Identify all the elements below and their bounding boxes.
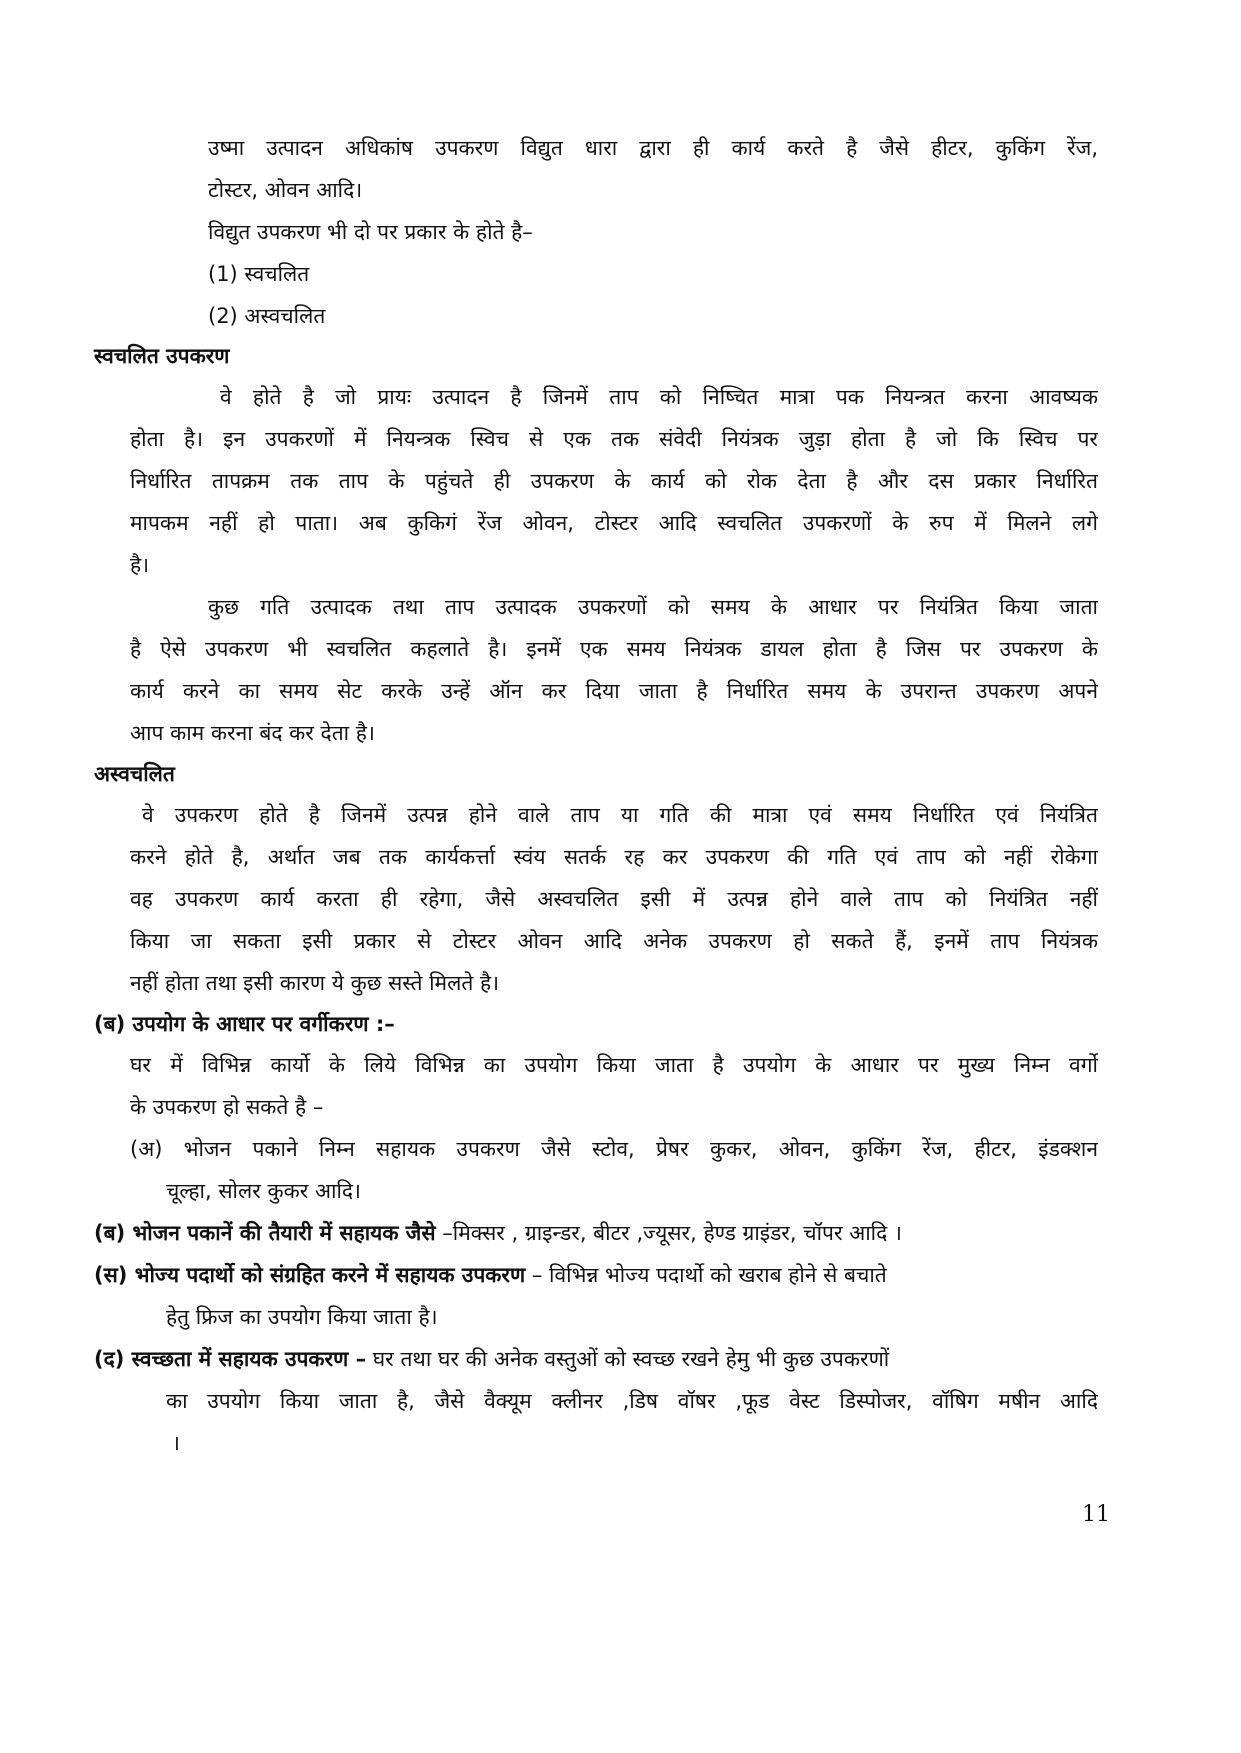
manual-para-line-4: किया जा सकता इसी प्रकार से टोस्टर ओवन आदि अनेक उपकरण हो सकते हैं, इनमें ताप नियंत्रक — [130, 929, 1098, 953]
usage-item-b-text: –मिक्सर , ग्राइन्डर, बीटर ,ज्यूसर, हेण्ड ग्राइंडर, चॉपर आदि । — [435, 1221, 902, 1245]
manual-para-line-3: वह उपकरण कार्य करता ही रहेगा, जैसे अस्वचलित इसी में उत्पन्न होने वाले ताप को नियंत्रित नहीं — [130, 887, 1098, 911]
usage-intro-line-2: के उपकरण हो सकते है – — [130, 1095, 324, 1119]
usage-item-c-text: – विभिन्न भोज्य पदार्थो को खराब होने से बचाते — [525, 1263, 887, 1287]
manual-para-line-2: करने होते है, अर्थात जब तक कार्यकर्त्ता स्वंय सतर्क रह कर उपकरण की गति एवं ताप को नहीं रोकेगा — [130, 845, 1098, 869]
usage-item-b — [94, 1218, 902, 1248]
heading-manual: अस्वचलित — [94, 762, 175, 786]
automatic-para2-line-4: आप काम करना बंद कर देता है। — [130, 721, 375, 745]
heading-automatic: स्वचलित उपकरण — [94, 344, 230, 368]
intro-item-2: (2) अस्वचलित — [208, 304, 326, 328]
automatic-para1-line-4: मापकम नहीं हो पाता। अब कुकिगं रेंज ओवन, टोस्टर आदि स्वचलित उपकरणों के रुप में मिलने लगे — [130, 511, 1098, 535]
automatic-para2-line-2: है ऐसे उपकरण भी स्वचलित कहलाते है। इनमें एक समय नियंत्रक डायल होता है जिस पर उपकरण के — [130, 637, 1098, 661]
page-number: 11 — [1082, 1502, 1110, 1527]
heading-usage: (ब) उपयोग के आधार पर वर्गीकरण :– — [94, 1012, 395, 1036]
manual-para-line-5: नहीं होता तथा इसी कारण ये कुछ सस्ते मिलते है। — [130, 971, 500, 995]
usage-item-d-line-3: । — [172, 1431, 180, 1455]
automatic-para2-line-1: कुछ गति उत्पादक तथा ताप उत्पादक उपकरणों को समय के आधार पर नियंत्रित किया जाता — [208, 595, 1098, 619]
automatic-para1-line-5: है। — [130, 553, 150, 577]
usage-item-c — [94, 1260, 887, 1290]
usage-item-d-text: घर तथा घर की अनेक वस्तुओं को स्वच्छ रखने हेमु भी कुछ उपकरणों — [366, 1347, 890, 1371]
usage-item-d-line-2: का उपयोग किया जाता है, जैसे वैक्यूम क्लीनर ,डिष वॉषर ,फूड वेस्ट डिस्पोजर, वॉषिग मषीन आदि — [166, 1389, 1098, 1413]
usage-item-c-title: (स) भोज्य पदार्थो को संग्रहित करने में सहायक उपकरण — [94, 1263, 526, 1287]
usage-item-a-line-1: (अ) भोजन पकाने निम्न सहायक उपकरण जैसे स्टोव, प्रेषर कुकर, ओवन, कुकिंग रेंज, हीटर, इंडक्शन — [130, 1137, 1098, 1161]
intro-item-1: (1) स्वचलित — [208, 262, 310, 286]
usage-item-b-title: (ब) भोजन पकानें की तैयारी में सहायक जैसे — [94, 1221, 436, 1245]
manual-para-line-1: वे उपकरण होते है जिनमें उत्पन्न होने वाले ताप या गति की मात्रा एवं समय निर्धारित एवं नियंत्रित — [142, 803, 1098, 827]
usage-item-a-line-2: चूल्हा, सोलर कुकर आदि। — [166, 1179, 361, 1203]
intro-line-2: टोस्टर, ओवन आदि। — [208, 178, 363, 202]
automatic-para1-line-1: वे होते है जो प्रायः उत्पादन है जिनमें ताप को निष्चित मात्रा पक नियन्त्रत करना आवष्यक — [220, 385, 1098, 409]
usage-intro-line-1: घर में विभिन्न कार्यो के लिये विभिन्न का उपयोग किया जाता है उपयोग के आधार पर मुख्य निम्न वर्गो — [130, 1053, 1098, 1077]
automatic-para1-line-2: होता है। इन उपकरणों में नियन्त्रक स्विच से एक तक संवेदी नियंत्रक जुड़ा होता है जो कि स्विच पर — [130, 427, 1098, 451]
usage-item-c-line-2: हेतु फ्रिज का उपयोग किया जाता है। — [166, 1305, 438, 1329]
usage-item-d-title: (द) स्वच्छता में सहायक उपकरण – — [94, 1347, 367, 1371]
automatic-para1-line-3: निर्धारित तापक्रम तक ताप के पहुंचते ही उपकरण के कार्य को रोक देता है और दस प्रकार निर्धारित — [130, 469, 1098, 493]
intro-line-1: उष्मा उत्पादन अधिकांष उपकरण विद्युत धारा द्वारा ही कार्य करते है जैसे हीटर, कुकिंग रेंज, — [208, 136, 1098, 160]
intro-line-3: विद्युत उपकरण भी दो पर प्रकार के होते है– — [208, 220, 533, 244]
automatic-para2-line-3: कार्य करने का समय सेट करके उन्हें ऑन कर दिया जाता है निर्धारित समय के उपरान्त उपकरण अपने — [130, 679, 1098, 703]
usage-item-d — [94, 1344, 889, 1374]
